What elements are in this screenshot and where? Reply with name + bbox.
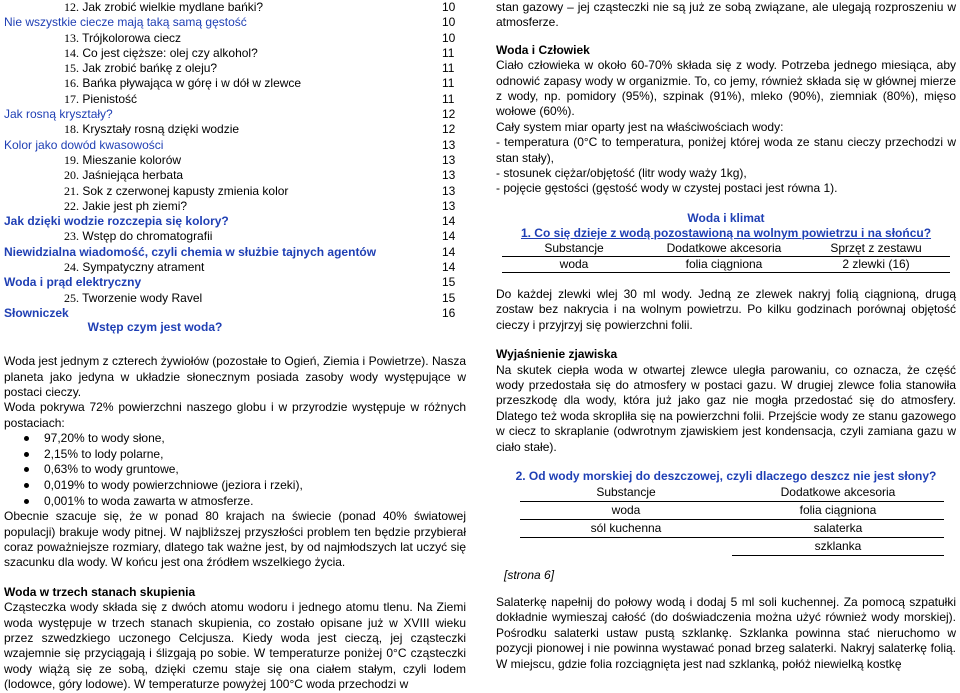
left-column [4, 0, 466, 693]
toc-entry-number: 17. [64, 91, 79, 106]
table-cell: folia ciągniona [732, 501, 944, 519]
intro-paragraph-3: Obecnie szacuje się, że w ponad 80 krajach na świecie (ponad 40% światowej populacji) brakuje wody pitnej. W najbliższej przyszłości problem ten będzie przybierał coraz poważniejsze rozmiary, dlatego tak ważne jest, by od najmłodszych lat uczyć się szacunku dla wody. W końcu jest ona źródłem wszelkiego życia. [4, 509, 466, 570]
toc-entry-title [4, 107, 442, 122]
toc-entry-page: 12 [442, 107, 456, 122]
toc-entry-number: 22. [64, 198, 79, 213]
table-header: Sprzęt z zestawu [802, 241, 950, 257]
table-cell: woda [502, 256, 646, 272]
toc-entry-title [4, 0, 442, 15]
toc-entry[interactable] [4, 214, 466, 229]
table-cell [520, 537, 732, 555]
table-cell: sól kuchenna [520, 519, 732, 537]
toc-entry-title [4, 275, 442, 290]
toc-entry-label: Niewidzialna wiadomość, czyli chemia w służbie tajnych agentów [4, 244, 377, 259]
toc-entry[interactable] [4, 153, 466, 168]
table-header: Dodatkowe akcesoria [732, 484, 944, 502]
toc-entry-title [4, 153, 442, 168]
toc-entry-label: Trójkolorowa ciecz [82, 30, 182, 45]
right-column [496, 0, 956, 672]
toc-entry-label: Tworzenie wody Ravel [82, 290, 203, 305]
toc-entry[interactable] [4, 15, 466, 30]
climate-heading: Woda i klimat [687, 210, 765, 225]
toc-entry-title [4, 291, 442, 306]
toc-entry-label: Bańka pływająca w górę i w dół w zlewce [82, 76, 302, 91]
toc-entry-number: 24. [64, 260, 79, 275]
toc-entry-title [4, 76, 442, 91]
toc-entry-number: 14. [64, 45, 79, 60]
toc-entry-title [4, 168, 442, 183]
table-cell: szklanka [732, 537, 944, 555]
toc-entry-label: Nie wszystkie ciecze mają taką samą gęstość [4, 15, 247, 30]
toc-entry-page: 10 [442, 30, 456, 45]
human-paragraph-1: Ciało człowieka w około 60-70% składa się z wody. Potrzeba jednego miesiąca, aby odnowić zapasy wody w organizmie. To, co jemy, również składa się w głównej mierze z wody, np. pomidory (95%), szpinak (91%), mleko (90%), ziemniak (80%), mięso wołowe (60%). [496, 58, 956, 119]
materials-table-1 [502, 241, 950, 273]
toc-entry-number: 19. [64, 152, 79, 167]
toc-entry[interactable] [4, 138, 466, 153]
toc-entry-title [4, 214, 442, 229]
explain-paragraph: Na skutek ciepła woda w otwartej zlewce uległa parowaniu, co oznacza, że część wody przedostała się do atmosfery w postaci gazu. W drugiej zlewce folia stanowiła przeszkodę dla wody, która już jako gaz nie mogła przedostać się do atmosfery. Dlatego też woda skropliła się na powierzchni folii. Przejście wody ze stanu gazowego w ciecz to skraplanie (odwrotnym zjawiskiem jest kondensacja, czyli zamiana gazu w ciało stałe). [496, 362, 956, 454]
toc-entry-page: 15 [442, 290, 456, 305]
human-paragraph-5: - pojęcie gęstości (gęstość wody w czystej postaci jest równa 1). [496, 181, 838, 196]
toc-entry-title [4, 122, 442, 137]
toc-entry[interactable] [4, 168, 466, 183]
toc-entry-title [4, 61, 442, 76]
toc-entry-label: Jakie jest ph ziemi? [82, 198, 188, 213]
list-item: 0,001% to woda zawarta w atmosferze. [4, 494, 466, 510]
toc-entry-label: Jak dzięki wodzie rozczepia się kolory? [4, 214, 229, 229]
toc-entry-title [4, 199, 442, 214]
toc-entry-page: 15 [442, 275, 456, 290]
water-distribution-list [4, 431, 466, 509]
table-cell: salaterka [732, 519, 944, 537]
human-heading: Woda i Człowiek [496, 42, 590, 57]
toc-entry-page: 11 [442, 76, 455, 91]
human-paragraph-2: Cały system miar oparty jest na właściwościach wody: [496, 119, 784, 134]
climate-question-1: 1. Co się dzieje z wodą pozostawioną na wolnym powietrzu i na słońcu? [520, 225, 932, 240]
toc-entry-page: 11 [442, 61, 455, 76]
climate-paragraph-1: Do każdej zlewki wlej 30 ml wody. Jedną ze zlewek nakryj folią ciągnioną, drugą zostaw bez nakrycia i na wolnym powietrzu. Po kilku godzinach porównaj objętość cieczy i przyjrzyj się powierzchni folii. [496, 286, 956, 332]
toc-entry-number: 25. [64, 290, 79, 305]
toc-entry-title [4, 245, 442, 260]
intro-paragraph-1: Woda jest jednym z czterech żywiołów (pozostałe to Ogień, Ziemia i Powietrze). Nasza planeta jako jedyna w układzie słonecznym posiada zasoby wody występujące w postaci cieczy. [4, 354, 466, 400]
toc-entry-title [4, 15, 442, 30]
toc-entry-label: Sok z czerwonej kapusty zmienia kolor [82, 183, 289, 198]
toc-entry-label: Jak rosną kryształy? [4, 107, 113, 122]
toc-entry-page: 10 [442, 15, 456, 30]
toc-entry-number: 16. [64, 76, 79, 91]
toc-entry-page: 14 [442, 260, 456, 275]
toc-entry-title [4, 306, 442, 321]
toc-entry-label: Jak zrobić bańkę z oleju? [82, 61, 218, 76]
toc-entry-number: 21. [64, 183, 79, 198]
climate-question-2: 2. Od wody morskiej do deszczowej, czyli dlaczego deszcz nie jest słony? [515, 468, 937, 483]
toc-entry-page: 12 [442, 122, 456, 137]
toc-entry-title [4, 92, 442, 107]
intro-paragraph-2: Woda pokrywa 72% powierzchni naszego globu i w przyrodzie występuje w różnych postaciach: [4, 400, 466, 430]
list-item: 2,15% to lody polarne, [4, 447, 466, 463]
toc-entry[interactable] [4, 291, 466, 306]
toc-entry-label: Słowniczek [4, 305, 69, 320]
toc-entry[interactable] [4, 31, 466, 46]
toc-entry-label: Jak zrobić wielkie mydlane bańki? [82, 0, 264, 14]
toc-entry-label: Kryształy rosną dzięki wodzie [82, 122, 240, 137]
table-row [520, 501, 944, 519]
states-paragraph: Cząsteczka wody składa się z dwóch atomu wodoru i jednego atomu tlenu. Na Ziemi woda występuje w trzech stanach skupienia, co zostało opisane już w XVIII wieku przez szwedzkiego uczonego Celcjusza. Kiedy woda jest cieczą, jej cząsteczki wzajemnie się przyciągają i ślizgają po sobie. W temperaturze poniżej 0°C cząsteczki wody wiążą się ze sobą, dzięki czemu staje się ona ciałem stałym, czyli lodem (lodowce, góry lodowe). W temperaturze powyżej 100°C woda przechodzi w [4, 600, 466, 692]
toc-entry-number: 15. [64, 61, 79, 76]
toc-entry-title [4, 31, 442, 46]
toc-entry[interactable] [4, 92, 466, 107]
table-header: Dodatkowe akcesoria [646, 241, 802, 257]
toc-entry[interactable] [4, 184, 466, 199]
toc-entry[interactable] [4, 0, 466, 15]
toc-entry[interactable] [4, 107, 466, 122]
toc-entry[interactable] [4, 76, 466, 91]
toc-entry[interactable] [4, 199, 466, 214]
toc-entry-label: Sympatyczny atrament [82, 260, 205, 275]
human-paragraph-4: - stosunek ciężar/objętość (litr wody waży 1kg), [496, 166, 747, 181]
gas-state-paragraph: stan gazowy – jej cząsteczki nie są już ze sobą związane, ale ulegają rozproszeniu w atmosferze. [496, 0, 956, 30]
toc-entry[interactable] [4, 229, 466, 244]
table-row [502, 256, 950, 272]
explain-heading: Wyjaśnienie zjawiska [496, 347, 618, 362]
toc-entry-label: Kolor jako dowód kwasowości [4, 137, 164, 152]
toc-entry-title [4, 184, 442, 199]
toc-entry-page: 11 [442, 45, 455, 60]
toc-entry[interactable] [4, 260, 466, 275]
toc-entry-page: 13 [442, 137, 456, 152]
table-row [520, 537, 944, 555]
toc-entry-label: Jaśniejąca herbata [82, 168, 184, 183]
toc-entry-label: Mieszanie kolorów [82, 152, 182, 167]
toc-entry[interactable] [4, 122, 466, 137]
toc-entry[interactable] [4, 306, 466, 321]
toc-entry[interactable] [4, 61, 466, 76]
toc-entry-page: 14 [442, 214, 456, 229]
toc-entry-page: 11 [442, 91, 455, 106]
toc-entry-number: 20. [64, 168, 79, 183]
table-of-contents [4, 0, 466, 321]
human-paragraph-3: - temperatura (0°C to temperatura, poniżej której woda ze stanu cieczy przechodzi w stan stały), [496, 135, 956, 165]
toc-entry-label: Wstęp do chromatografii [82, 229, 213, 244]
table-cell: woda [520, 501, 732, 519]
toc-entry-page: 10 [442, 0, 456, 14]
toc-entry-number: 23. [64, 229, 79, 244]
intro-heading: Wstęp czym jest woda? [87, 320, 223, 335]
table-cell: folia ciągniona [646, 256, 802, 272]
toc-entry-label: Woda i prąd elektryczny [4, 275, 142, 290]
toc-entry-title [4, 260, 442, 275]
toc-entry-page: 14 [442, 244, 456, 259]
states-heading: Woda w trzech stanach skupienia [4, 584, 196, 599]
final-paragraph: Salaterkę napełnij do połowy wodą i dodaj 5 ml soli kuchennej. Za pomocą szpatułki dokładnie wymieszaj całość (do doświadczenia można użyć również wody morskiej). Pośrodku salaterki ustaw pustą szklankę. Szklanka powinna stać nieruchomo w pozycji pionowej i nie powinna wystawać ponad brzeg salaterki. Nakryj salaterkę folią. W miejscu, gdzie folia rozciągnięta jest nad szklanką, połóż niewielką kostkę [496, 594, 956, 671]
table-cell: 2 zlewki (16) [802, 256, 950, 272]
toc-entry-page: 13 [442, 198, 456, 213]
toc-entry-title [4, 229, 442, 244]
toc-entry-page: 13 [442, 152, 456, 167]
list-item: 0,019% to wody powierzchniowe (jeziora i rzeki), [4, 478, 466, 494]
table-header: Substancje [520, 484, 732, 502]
toc-entry-number: 13. [64, 30, 79, 45]
toc-entry[interactable] [4, 275, 466, 290]
toc-entry-label: Co jest cięższe: olej czy alkohol? [82, 45, 258, 60]
toc-entry-title [4, 46, 442, 61]
toc-entry-label: Pienistość [82, 91, 138, 106]
toc-entry[interactable] [4, 46, 466, 61]
page-marker: [strona 6] [504, 567, 555, 582]
toc-entry[interactable] [4, 245, 466, 260]
toc-entry-title [4, 138, 442, 153]
list-item: 0,63% to wody gruntowe, [4, 462, 466, 478]
list-item: 97,20% to wody słone, [4, 431, 466, 447]
toc-entry-number: 12. [64, 0, 79, 14]
table-row [520, 519, 944, 537]
table-header: Substancje [502, 241, 646, 257]
materials-table-2 [520, 484, 944, 556]
toc-entry-page: 16 [442, 305, 456, 320]
toc-entry-page: 13 [442, 168, 456, 183]
toc-entry-page: 14 [442, 229, 456, 244]
toc-entry-number: 18. [64, 122, 79, 137]
toc-entry-page: 13 [442, 183, 456, 198]
